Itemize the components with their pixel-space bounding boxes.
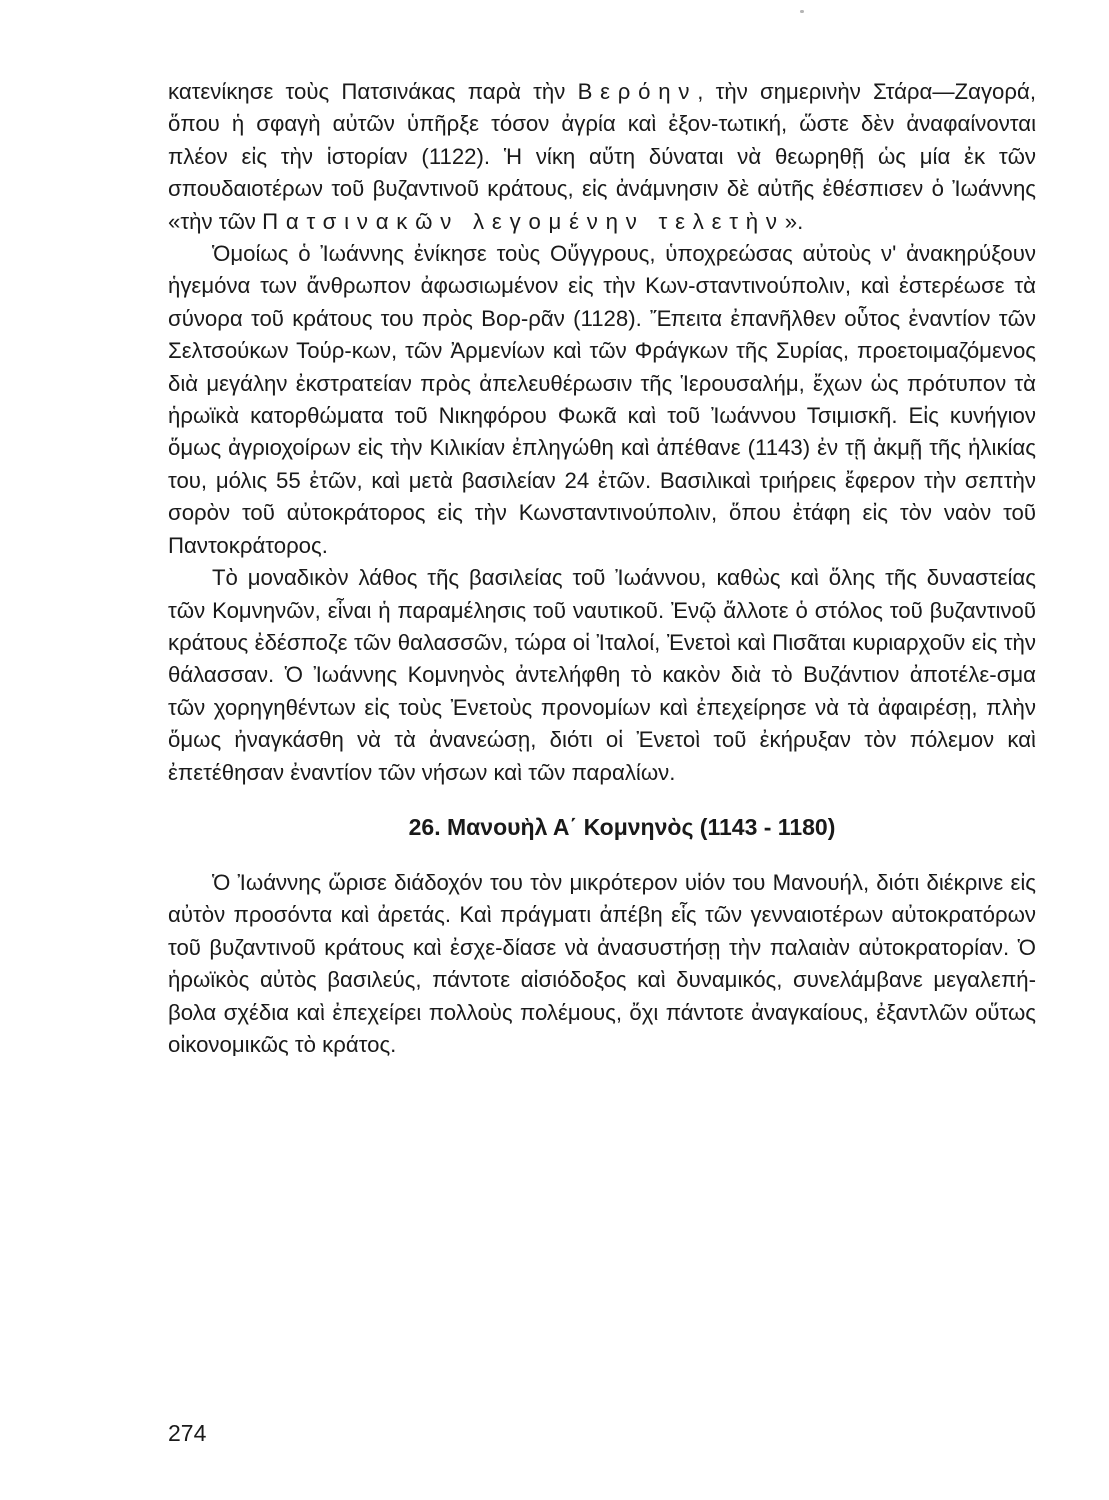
paragraph-3 bbox=[168, 562, 1036, 789]
text-segment: κατενίκησε τοὺς Πατσινάκας παρὰ τὴν bbox=[168, 79, 578, 104]
paragraph-1 bbox=[168, 76, 1036, 238]
paragraph-2 bbox=[168, 238, 1036, 562]
text-segment: ». bbox=[784, 208, 804, 234]
spaced-emphasis-text: Βερόην bbox=[577, 79, 698, 104]
text-segment: , τὴν σημερινὴν Στάρα—Ζαγορά, ὅπου ἡ σφαγὴ αὐτῶν ὑπῆρξε τόσον ἀγρία καὶ ἐξον-τωτική, ὥστε δὲν ἀναφαίνονται πλέον εἰς τὴν ἱστορίαν (1122). Ἡ νίκη αὕτη δύναται νὰ θεωρηθῇ ὡς μία ἐκ τῶν σπουδαιοτέρων τοῦ βυζαντινοῦ κράτους, εἰς ἀνάμνησιν δὲ αὐτῆς ἐθέσπισεν ὁ Ἰωάννης «τὴν τῶν bbox=[168, 79, 1036, 234]
section-title: 26. Μανουὴλ Α΄ Κομνηνὸς (1143 - 1180) bbox=[408, 813, 836, 840]
text-segment: Ὁμοίως ὁ Ἰωάννης ἐνίκησε τοὺς Οὔγγρους, ὑποχρεώσας αὐτοὺς ν' ἀνακηρύξουν ἡγεμόνα των ἄνθρωπον ἀφωσιωμένον εἰς τὴν Κων-σταντινούπολιν, καὶ ἐστερέωσε τὰ σύνορα τοῦ κράτους του πρὸς Βορ-ρᾶν (1128). Ἔπειτα ἐπανῆλθεν οὗτος ἐναντίον τῶν Σελτσούκων Τούρ-κων, τῶν Ἀρμενίων καὶ τῶν Φράγκων τῆς Συρίας, προετοιμαζόμενος διὰ μεγάλην ἐκστρατείαν πρὸς ἀπελευθέρωσιν τῆς Ἱερουσαλήμ, ἔχων ὡς πρότυπον τὰ ἡρωϊκὰ κατορθώματα τοῦ Νικηφόρου Φωκᾶ καὶ τοῦ Ἰωάννου Τσιμισκῆ. Εἰς κυνήγιον ὅμως ἀγριοχοίρων εἰς τὴν Κιλικίαν ἐπληγώθη καὶ ἀπέθανε (1143) ἐν τῇ ἀκμῇ τῆς ἡλικίας του, μόλις 55 ἐτῶν, καὶ μετὰ βασιλείαν 24 ἐτῶν. Βασιλικαὶ τριήρεις ἔφερον τὴν σεπτὴν σορὸν τοῦ αὐτοκράτορος εἰς τὴν Κωνσταντινούπολιν, ὅπου ἐτάφη εἰς τὸν ναὸν τοῦ Παντοκράτορος. bbox=[168, 241, 1036, 558]
text-segment: Ὁ Ἰωάννης ὥρισε διάδοχόν του τὸν μικρότερον υἱόν του Μανουήλ, διότι διέκρινε εἰς αὐτὸν προσόντα καὶ ἀρετάς. Καὶ πράγματι ἀπέβη εἷς τῶν γενναιοτέρων αὐτοκρατόρων τοῦ βυζαντινοῦ κράτους καὶ ἐσχε-δίασε νὰ ἀνασυστήσῃ τὴν παλαιὰν αὐτοκρατορίαν. Ὁ ἡρωϊκὸς αὐτὸς βασιλεύς, πάντοτε αἰσιόδοξος καὶ δυναμικός, συνελάμβανε μεγαλεπή-βολα σχέδια καὶ ἐπεχείρει πολλοὺς πολέμους, ὄχι πάντοτε ἀναγκαίους, ἐξαντλῶν οὕτως οἰκονομικῶς τὸ κράτος. bbox=[168, 869, 1036, 1057]
paragraph-4 bbox=[168, 867, 1036, 1061]
spaced-emphasis-text: Πατσινακῶν λεγομένην τελετὴν bbox=[262, 208, 785, 234]
page-number: 274 bbox=[168, 1420, 207, 1446]
text-segment: Τὸ μοναδικὸν λάθος τῆς βασιλείας τοῦ Ἰωάννου, καθὼς καὶ ὅλης τῆς δυναστείας τῶν Κομνηνῶν, εἶναι ἡ παραμέλησις τοῦ ναυτικοῦ. Ἐνῷ ἄλλοτε ὁ στόλος τοῦ βυζαντινοῦ κράτους ἐδέσποζε τῶν θαλασσῶν, τώρα οἱ Ἰταλοί, Ἐνετοὶ καὶ Πισᾶται κυριαρχοῦν εἰς τὴν θάλασσαν. Ὁ Ἰωάννης Κομνηνὸς ἀντελήφθη τὸ κακὸν διὰ τὸ Βυζάντιον ἀποτέλε-σμα τῶν χορηγηθέντων εἰς τοὺς Ἐνετοὺς προνομίων καὶ ἐπεχείρησε νὰ τὰ ἀφαιρέσῃ, πλὴν ὅμως ἠναγκάσθη νὰ τὰ ἀνανεώσῃ, διότι οἱ Ἐνετοὶ τοῦ ἐκήρυξαν τὸν πόλεμον καὶ ἐπετέθησαν ἐναντίον τῶν νήσων καὶ τῶν παραλίων. bbox=[168, 565, 1036, 785]
scan-speck bbox=[800, 10, 804, 13]
page-body bbox=[168, 76, 1036, 1061]
